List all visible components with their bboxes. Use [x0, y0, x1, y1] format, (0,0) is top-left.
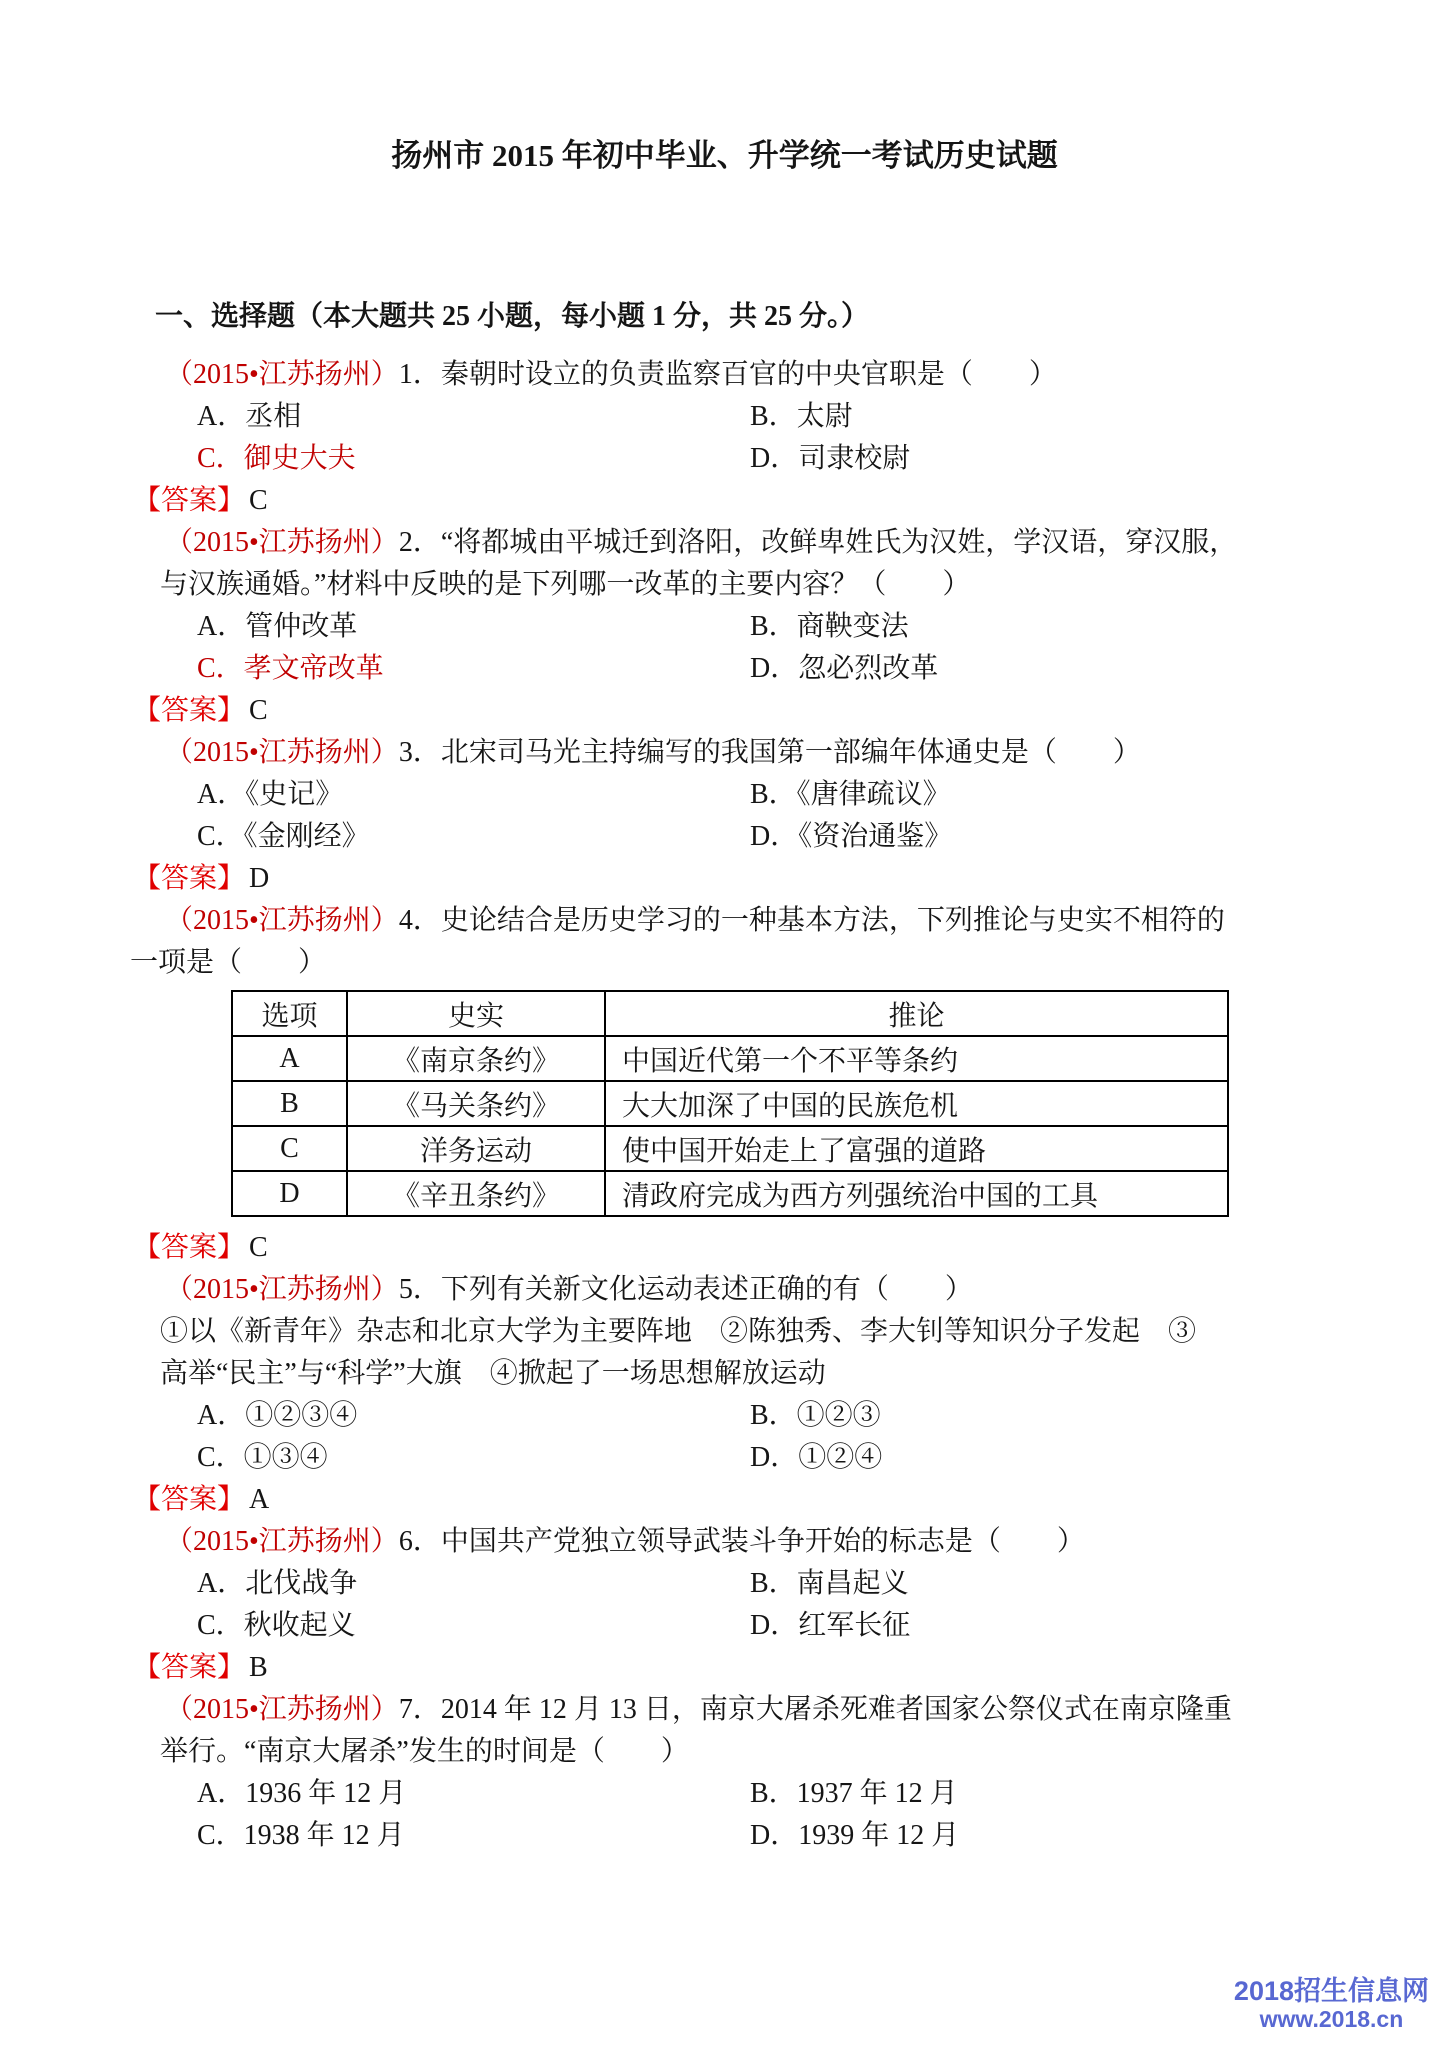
- table-cell: 使中国开始走上了富强的道路: [605, 1126, 1228, 1171]
- options-row: [125, 816, 1339, 858]
- questions: [125, 354, 1339, 1857]
- question-stem-text: 3．北宋司马光主持编写的我国第一部编年体通史是（ ）: [398, 737, 1141, 768]
- answer-label: 【答案】: [133, 485, 246, 516]
- answer-line: [133, 858, 1339, 900]
- option-5-C: C．①③④: [197, 1442, 328, 1473]
- option-2-C: C．孝文帝改革: [197, 653, 384, 684]
- table-cell: C: [232, 1126, 347, 1171]
- option-7-D: D．1939 年 12 月: [750, 1820, 960, 1851]
- question-7-stem-line: [165, 1689, 1339, 1731]
- table-row: [232, 1081, 1228, 1126]
- option-5-A: A．①②③④: [197, 1400, 358, 1431]
- answer-value: C: [249, 695, 268, 726]
- answer-label: 【答案】: [133, 1652, 246, 1683]
- options-row: [125, 1395, 1339, 1437]
- question-4-stem-line: [130, 942, 1339, 984]
- document-body: [125, 296, 1339, 1857]
- options-row: [125, 648, 1339, 690]
- source-tag: （2015•江苏扬州）: [165, 1526, 399, 1557]
- question-6: [125, 1521, 1339, 1689]
- option-6-D: D．红军长征: [750, 1610, 911, 1641]
- options-row: [125, 438, 1339, 480]
- table-cell: A: [232, 1036, 347, 1081]
- option-6-B: B．南昌起义: [750, 1568, 909, 1599]
- footer-site-name: 2018招生信息网: [1233, 1976, 1429, 2006]
- question-4: [125, 900, 1339, 1269]
- table-cell: 中国近代第一个不平等条约: [605, 1036, 1228, 1081]
- question-stem-text: 6．中国共产党独立领导武装斗争开始的标志是（ ）: [398, 1526, 1085, 1557]
- footer-site-url: www.2018.cn: [1259, 2006, 1404, 2032]
- table-cell: 大大加深了中国的民族危机: [605, 1081, 1228, 1126]
- option-7-A: A．1936 年 12 月: [197, 1778, 407, 1809]
- table-cell: 洋务运动: [347, 1126, 605, 1171]
- fact-table: [231, 990, 1229, 1217]
- source-tag: （2015•江苏扬州）: [165, 1694, 399, 1725]
- question-stem-text: 5．下列有关新文化运动表述正确的有（ ）: [398, 1274, 973, 1305]
- option-2-B: B．商鞅变法: [750, 611, 909, 642]
- option-3-C: C．《金刚经》: [197, 821, 370, 852]
- question-5-stem-line: [165, 1269, 1339, 1311]
- table-header-cell: 推论: [605, 991, 1228, 1036]
- question-5: [125, 1269, 1339, 1521]
- option-2-D: D．忽必烈改革: [750, 653, 939, 684]
- source-tag: （2015•江苏扬州）: [165, 905, 399, 936]
- question-2: [125, 522, 1339, 732]
- answer-value: C: [249, 485, 268, 516]
- question-stem-text: 一项是（ ）: [130, 947, 327, 978]
- question-7: [125, 1689, 1339, 1857]
- question-4-stem-line: [165, 900, 1339, 942]
- question-3-stem-line: [165, 732, 1339, 774]
- question-2-stem-line: [165, 522, 1339, 564]
- source-tag: （2015•江苏扬州）: [165, 359, 399, 390]
- question-stem-text: 1．秦朝时设立的负责监察百官的中央官职是（ ）: [398, 359, 1057, 390]
- question-5-stem-line: [160, 1353, 1339, 1395]
- options-row: [125, 1773, 1339, 1815]
- option-1-B: B．太尉: [750, 401, 853, 432]
- answer-line: [133, 1647, 1339, 1689]
- table-cell: 清政府完成为西方列强统治中国的工具: [605, 1171, 1228, 1216]
- option-5-D: D．①②④: [750, 1442, 883, 1473]
- question-7-stem-line: [160, 1731, 1339, 1773]
- answer-line: [133, 690, 1339, 732]
- question-5-stem-line: [160, 1311, 1339, 1353]
- option-7-C: C．1938 年 12 月: [197, 1820, 405, 1851]
- question-stem-text: 4．史论结合是历史学习的一种基本方法，下列推论与史实不相符的: [398, 905, 1225, 936]
- fact-table-header-row: [232, 991, 1228, 1036]
- option-2-A: A．管仲改革: [197, 611, 358, 642]
- answer-line: [133, 480, 1339, 522]
- question-1: [125, 354, 1339, 522]
- footer-watermark: [1234, 1976, 1429, 2032]
- question-6-stem-line: [165, 1521, 1339, 1563]
- options-row: [125, 1437, 1339, 1479]
- source-tag: （2015•江苏扬州）: [165, 527, 399, 558]
- table-header-cell: 史实: [347, 991, 605, 1036]
- answer-line: [133, 1227, 1339, 1269]
- answer-label: 【答案】: [133, 695, 246, 726]
- answer-line: [133, 1479, 1339, 1521]
- table-cell: B: [232, 1081, 347, 1126]
- question-stem-text: 7．2014 年 12 月 13 日，南京大屠杀死难者国家公祭仪式在南京隆重: [398, 1694, 1232, 1725]
- option-3-A: A．《史记》: [197, 779, 344, 810]
- table-cell: 《南京条约》: [347, 1036, 605, 1081]
- section-heading: 一、选择题（本大题共 25 小题，每小题 1 分，共 25 分。）: [155, 301, 870, 332]
- question-1-stem-line: [165, 354, 1339, 396]
- option-1-C: C．御史大夫: [197, 443, 356, 474]
- option-3-B: B．《唐律疏议》: [750, 779, 951, 810]
- options-row: [125, 396, 1339, 438]
- option-3-D: D．《资治通鉴》: [750, 821, 953, 852]
- answer-label: 【答案】: [133, 1232, 246, 1263]
- table-row: [232, 1171, 1228, 1216]
- question-2-stem-line: [160, 564, 1339, 606]
- source-tag: （2015•江苏扬州）: [165, 737, 399, 768]
- source-tag: （2015•江苏扬州）: [165, 1274, 399, 1305]
- option-6-C: C．秋收起义: [197, 1610, 356, 1641]
- option-5-B: B．①②③: [750, 1400, 881, 1431]
- table-cell: 《马关条约》: [347, 1081, 605, 1126]
- question-stem-text: 2．“将都城由平城迁到洛阳，改鲜卑姓氏为汉姓，学汉语，穿汉服，: [398, 527, 1238, 558]
- question-stem-text: 高举“民主”与“科学”大旗 ④掀起了一场思想解放运动: [160, 1358, 826, 1389]
- answer-value: D: [249, 863, 270, 894]
- table-row: [232, 1126, 1228, 1171]
- question-stem-text: 举行。“南京大屠杀”发生的时间是（ ）: [160, 1736, 689, 1767]
- page-title: 扬州市 2015 年初中毕业、升学统一考试历史试题: [391, 138, 1058, 173]
- answer-value: B: [249, 1652, 268, 1683]
- options-row: [125, 1563, 1339, 1605]
- options-row: [125, 1605, 1339, 1647]
- option-7-B: B．1937 年 12 月: [750, 1778, 958, 1809]
- table-cell: 《辛丑条约》: [347, 1171, 605, 1216]
- table-row: [232, 1036, 1228, 1081]
- answer-label: 【答案】: [133, 863, 246, 894]
- table-cell: D: [232, 1171, 347, 1216]
- option-6-A: A．北伐战争: [197, 1568, 358, 1599]
- options-row: [125, 774, 1339, 816]
- options-row: [125, 1815, 1339, 1857]
- question-stem-text: ①以《新青年》杂志和北京大学为主要阵地 ②陈独秀、李大钊等知识分子发起 ③: [160, 1316, 1197, 1347]
- answer-label: 【答案】: [133, 1484, 246, 1515]
- answer-value: A: [249, 1484, 270, 1515]
- table-header-cell: 选项: [232, 991, 347, 1036]
- options-row: [125, 606, 1339, 648]
- question-3: [125, 732, 1339, 900]
- option-1-D: D．司隶校尉: [750, 443, 911, 474]
- question-stem-text: 与汉族通婚。”材料中反映的是下列哪一改革的主要内容？（ ）: [160, 569, 971, 600]
- option-1-A: A．丞相: [197, 401, 302, 432]
- answer-value: C: [249, 1232, 268, 1263]
